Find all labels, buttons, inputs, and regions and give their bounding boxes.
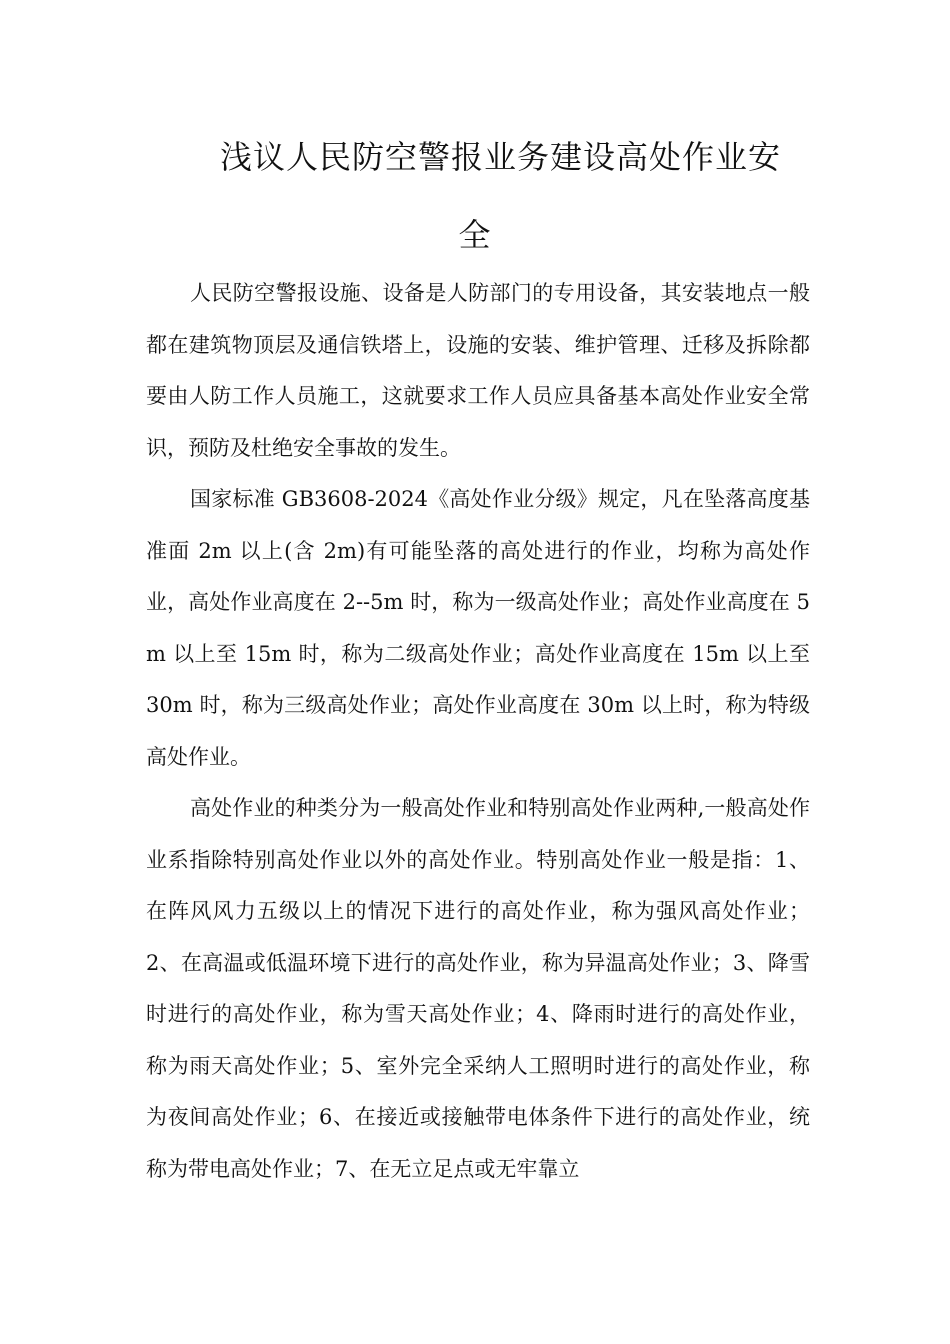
document-title-line2: 全 bbox=[458, 216, 492, 254]
document-body bbox=[146, 268, 810, 1195]
document-title bbox=[220, 118, 810, 274]
paragraph-standard: 国家标准 GB3608-2024《高处作业分级》规定，凡在坠落高度基准面 2m 以上(含 2m)有可能坠落的高处进行的作业，均称为高处作业，高处作业高度在 2--5m 时，称为一级高处作业；高处作业高度在 5m 以上至 15m 时，称为二级高处作业；高处作业高度在 15m 以上至 30m 时，称为三级高处作业；高处作业高度在 30m 以上时，称为特级高处作业。 bbox=[146, 487, 810, 769]
paragraph-intro: 人民防空警报设施、设备是人防部门的专用设备，其安装地点一般都在建筑物顶层及通信铁塔上，设施的安装、维护管理、迁移及拆除都要由人防工作人员施工，这就要求工作人员应具备基本高处作业安全常识，预防及杜绝安全事故的发生。 bbox=[146, 281, 810, 460]
paragraph-types: 高处作业的种类分为一般高处作业和特别高处作业两种,一般高处作业系指除特别高处作业以外的高处作业。特别高处作业一般是指：1、在阵风风力五级以上的情况下进行的高处作业，称为强风高处作业；2、在高温或低温环境下进行的高处作业，称为异温高处作业；3、降雪时进行的高处作业，称为雪天高处作业；4、降雨时进行的高处作业，称为雨天高处作业；5、室外完全采纳人工照明时进行的高处作业，称为夜间高处作业；6、在接近或接触带电体条件下进行的高处作业，统称为带电高处作业；7、在无立足点或无牢靠立 bbox=[146, 796, 810, 1181]
document-title-line1: 浅议人民防空警报业务建设高处作业安 bbox=[220, 138, 782, 176]
